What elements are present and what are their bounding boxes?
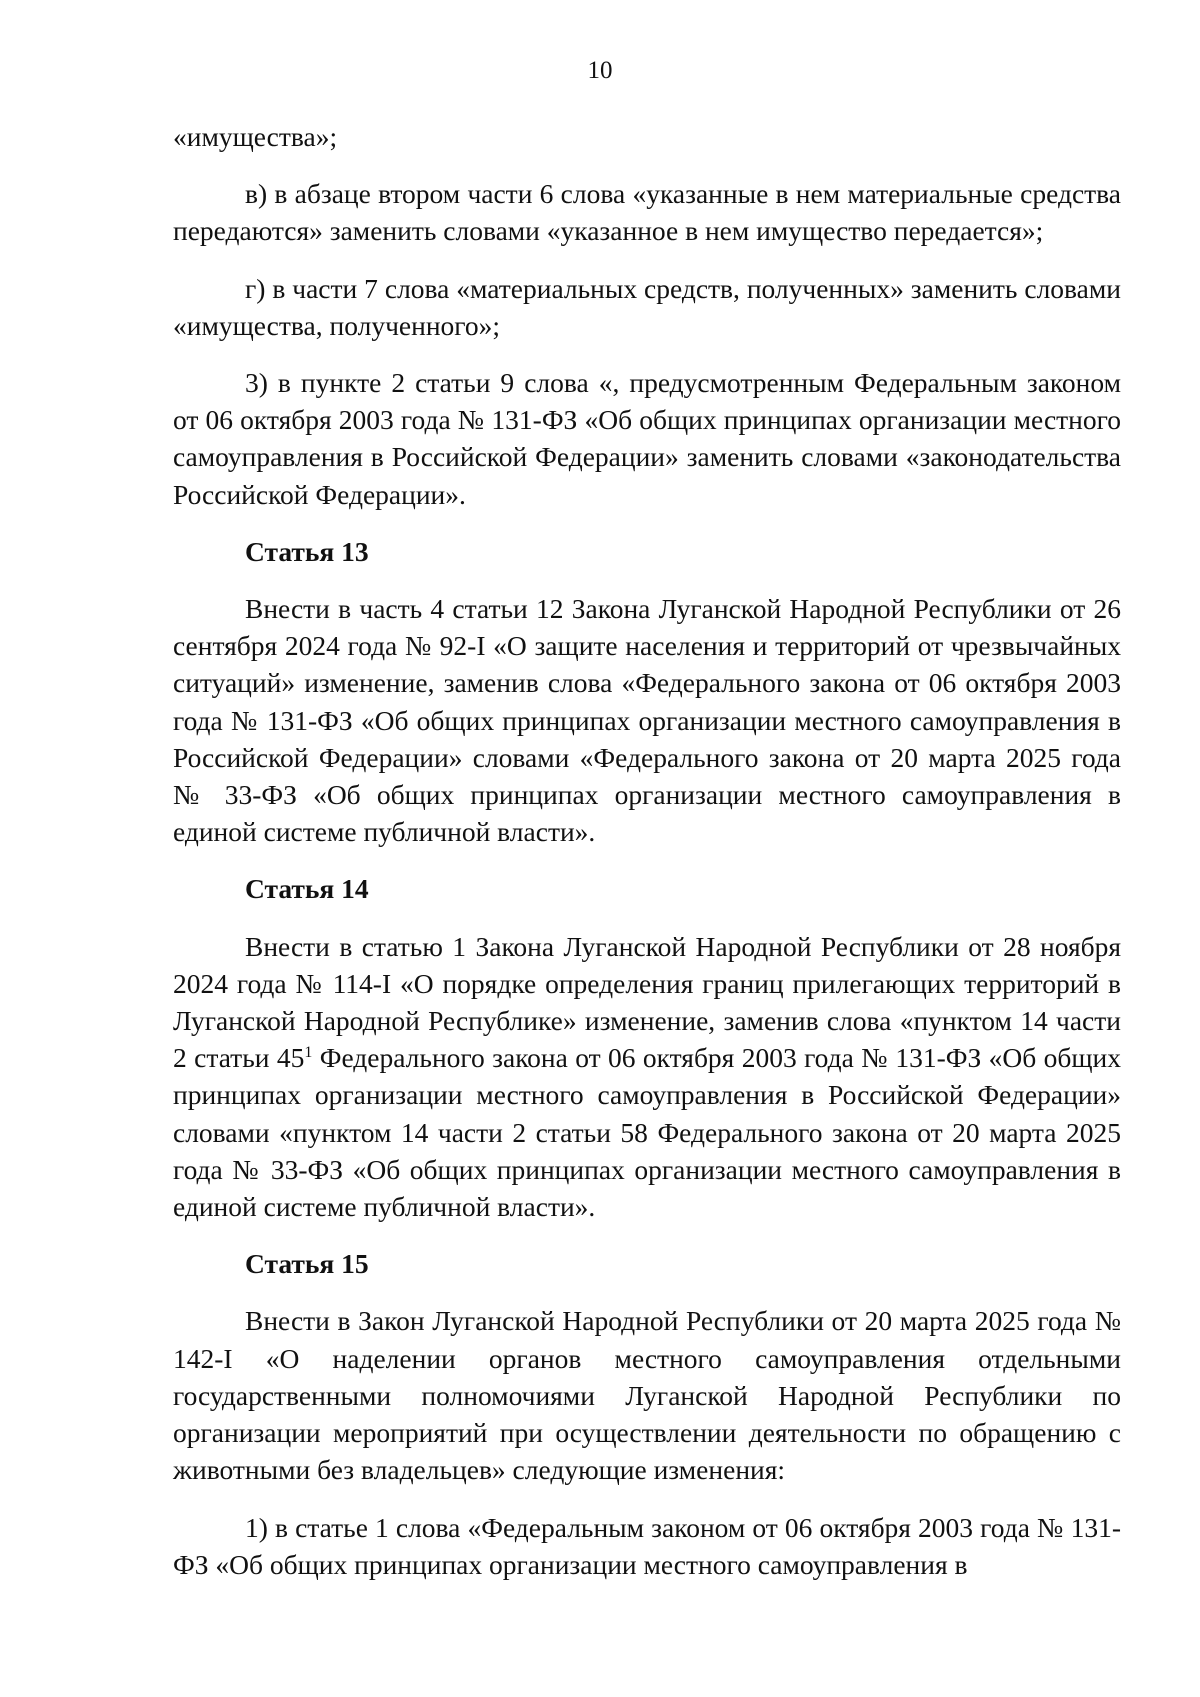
article-15-text: Внести в Закон Луганской Народной Республики от 20 марта 2025 года № 142-I «О наделении органов местного самоуправления отдельными государственными полномочиями Луганской Народной Республики по организации мероприятий при осуществлении деятельности по обращению с животными без владельцев» следующие изменения: <box>173 1305 1121 1486</box>
article-13-text: Внести в часть 4 статьи 12 Закона Луганской Народной Республики от 26 сентября 2024 года № 92-I «О защите населения и территорий от чрезвычайных ситуаций» изменение, заменив слова «Федерального закона от 06 октября 2003 года № 131-ФЗ «Об общих принципах организации местного самоуправления в Российской Федерации» словами «Федерального закона от 20 марта 2025 года № 33-ФЗ «Об общих принципах организации местного самоуправления в единой системе публичной власти». <box>173 593 1121 848</box>
paragraph-continuation: «имущества»; <box>173 121 338 152</box>
document-body <box>173 118 1121 1603</box>
paragraph-item-3: 3) в пункте 2 статьи 9 слова «, предусмотренным Федеральным законом от 06 октября 2003 года № 131-ФЗ «Об общих принципах организации местного самоуправления в Российской Федерации» заменить словами «законодательства Российской Федерации». <box>173 367 1121 510</box>
article-14-text-after: Федерального закона от 06 октября 2003 года № 131-ФЗ «Об общих принципах организации местного самоуправления в Российской Федерации» словами «пунктом 14 части 2 статьи 58 Федерального закона от 20 марта 2025 года № 33-ФЗ «Об общих принципах организации местного самоуправления в единой системе публичной власти». <box>173 1042 1121 1223</box>
paragraph-item-v: в) в абзаце втором части 6 слова «указанные в нем материальные средства передаются» заменить словами «указанное в нем имущество передается»; <box>173 178 1121 247</box>
article-15-item-1: 1) в статье 1 слова «Федеральным законом от 06 октября 2003 года № 131-ФЗ «Об общих принципах организации местного самоуправления в <box>173 1511 1121 1580</box>
article-15-heading: Статья 15 <box>245 1248 369 1280</box>
page-number: 10 <box>587 57 613 84</box>
article-14-superscript: 1 <box>304 1044 313 1062</box>
paragraph-item-g: г) в части 7 слова «материальных средств, полученных» заменить словами «имущества, полученного»; <box>173 272 1121 341</box>
article-13-heading: Статья 13 <box>245 535 369 567</box>
article-14-text-before: Внести в статью 1 Закона Луганской Народной Республики от 28 ноября 2024 года № 114-I «О порядке определения границ прилегающих территорий в Луганской Народной Республике» изменение, заменив слова «пунктом 14 части 2 статьи 45 <box>173 930 1121 1074</box>
article-14-text <box>173 928 1121 1226</box>
article-14-heading: Статья 14 <box>245 873 369 905</box>
